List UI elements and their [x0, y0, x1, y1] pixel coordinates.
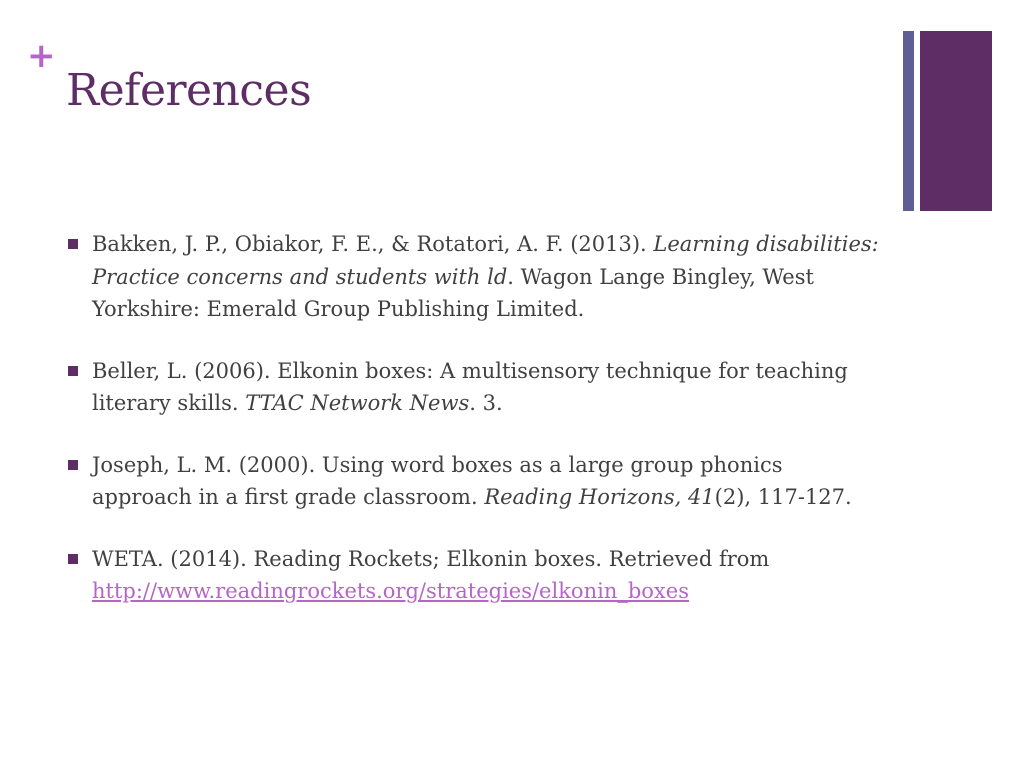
square-bullet-icon [68, 239, 78, 249]
reference-text: (2), 117-127. [714, 485, 852, 509]
decorative-bar-thick [920, 31, 992, 211]
slide-title: References [66, 65, 312, 116]
decorative-bar-thin [903, 31, 914, 211]
reference-title: Reading Horizons, 41 [484, 485, 715, 509]
reference-title: TTAC Network News [245, 391, 470, 415]
reference-title: Learning disabilities: Practice concerns and students with ld [92, 232, 879, 289]
reference-item-bakken [66, 228, 886, 326]
reference-text: . Wagon Lange Bingley, West Yorkshire: Emerald Group Publishing Limited. [92, 264, 814, 321]
reference-text: Bakken, J. P., Obiakor, F. E., & Rotatori, A. F. (2013). [92, 232, 654, 256]
reference-text: . 3. [469, 391, 503, 415]
reference-text: WETA. (2014). Reading Rockets; Elkonin boxes. Retrieved from [92, 546, 770, 571]
reference-list [66, 228, 886, 637]
reference-text: Joseph, L. M. (2000). Using word boxes as a large group phonics approach in a first grade classroom. [92, 452, 783, 509]
reference-text: Beller, L. (2006). Elkonin boxes: A multisensory technique for teaching literary skills. [92, 358, 848, 415]
reference-item-joseph [66, 449, 886, 514]
square-bullet-icon [68, 554, 78, 564]
plus-icon: + [27, 36, 56, 76]
reference-item-beller [66, 355, 886, 420]
reference-link[interactable]: http://www.readingrockets.org/strategies/elkonin_boxes [92, 579, 689, 603]
reference-item-weta [66, 543, 886, 608]
square-bullet-icon [68, 366, 78, 376]
square-bullet-icon [68, 460, 78, 470]
